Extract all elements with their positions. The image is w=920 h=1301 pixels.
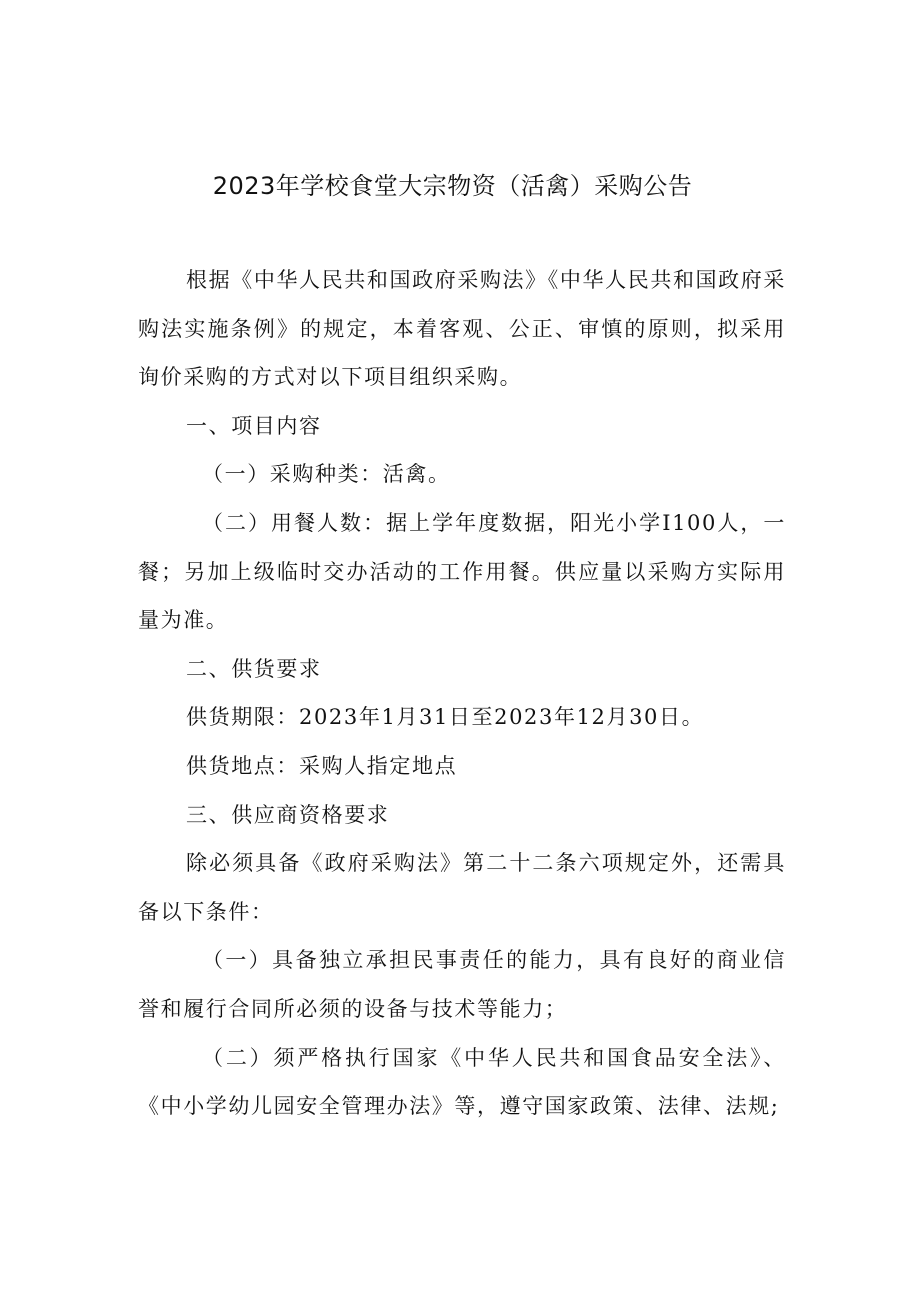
section-heading-supply-requirements: 二、供货要求 <box>186 656 322 681</box>
document-title: 2023年学校食堂大宗物资（活禽）采购公告 <box>212 172 693 200</box>
paragraph-supply-location: 供货地点：采购人指定地点 <box>186 753 458 778</box>
paragraph-intro: 根据《中华人民共和国政府采购法》《中华人民共和国政府采购法实施条例》的规定，本着客观、公正、审慎的原则，拟采用询价采购的方式对以下项目组织采购。 <box>138 268 786 390</box>
paragraph-qualification-1: （一）具备独立承担民事责任的能力，具有良好的商业信誉和履行合同所必须的设备与技术等能力； <box>138 948 786 1021</box>
paragraph-diner-count: （二）用餐人数：据上学年度数据，阳光小学I100人，一餐；另加上级临时交办活动的工作用餐。供应量以采购方实际用量为准。 <box>138 510 786 633</box>
section-heading-project-content: 一、项目内容 <box>186 413 322 438</box>
paragraph-qualification-intro: 除必须具备《政府采购法》第二十二条六项规定外，还需具备以下条件： <box>138 851 786 924</box>
paragraph-qualification-2: （二）须严格执行国家《中华人民共和国食品安全法》、《中小学幼儿园安全管理办法》等，遵守国家政策、法律、法规; <box>138 1045 786 1119</box>
paragraph-supply-period: 供货期限：2023年1月31日至2023年12月30日。 <box>186 705 705 730</box>
section-heading-supplier-qualifications: 三、供应商资格要求 <box>186 802 390 827</box>
paragraph-purchase-type: （一）采购种类：活禽。 <box>202 462 451 487</box>
document-body <box>138 256 786 1131</box>
